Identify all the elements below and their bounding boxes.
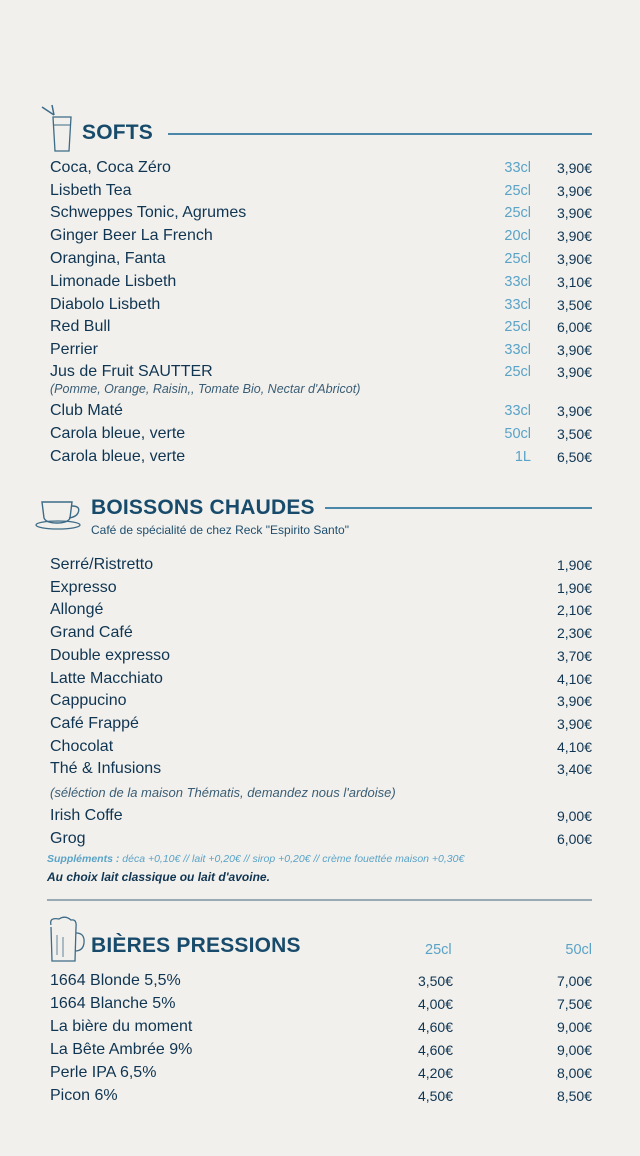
item-price: 1,90€ [556,579,592,596]
price-50cl: 9,00€ [556,1042,592,1058]
item-price: 4,10€ [556,670,592,687]
price-25cl: 4,60€ [417,1019,453,1035]
item-name: Red Bull [50,318,111,335]
soft-item [50,423,592,445]
item-volume: 25cl [504,205,531,221]
price-25cl: 4,00€ [417,996,453,1012]
item-name: Serré/Ristretto [50,556,154,573]
item-price: 3,90€ [556,693,592,710]
item-name: Thé & Infusions [50,760,162,778]
hot-item [50,577,592,599]
price-25cl: 3,50€ [417,973,453,989]
item-volume: 33cl [504,342,531,358]
soft-item [50,446,592,468]
price-50cl: 8,00€ [556,1065,592,1081]
item-name: Grog [50,830,86,847]
item-name: La bière du moment [50,1018,193,1035]
beer-mug-icon [45,915,87,965]
price-25cl: 4,60€ [417,1042,453,1058]
item-name: Double expresso [50,646,171,664]
soft-item [50,361,592,383]
item-price: 3,90€ [556,228,592,244]
item-price: 2,30€ [556,625,592,642]
softs-divider [168,133,592,135]
soft-item [50,157,592,179]
item-name: Orangina, Fanta [50,250,166,267]
soft-item [50,180,592,202]
item-name: La Bête Ambrée 9% [50,1041,193,1058]
item-price: 2,10€ [556,602,592,619]
item-volume: 1L [514,449,531,465]
price-50cl: 9,00€ [556,1019,592,1035]
hot-item [50,805,592,827]
item-name: Perle IPA 6,5% [50,1064,157,1081]
soft-item [50,400,592,422]
soft-item [50,202,592,224]
item-name: Grand Café [50,624,133,642]
beer-item [50,970,592,992]
soft-item [50,294,592,316]
item-price: 1,90€ [556,557,592,573]
soft-item [50,339,592,361]
item-price: 3,70€ [556,647,592,664]
hot-item [50,690,592,712]
item-volume: 33cl [504,274,531,290]
item-price: 3,90€ [556,715,592,732]
soft-item [50,248,592,270]
soft-item [50,271,592,293]
soft-drink-glass-icon [40,103,74,153]
item-name: Perrier [50,341,99,358]
item-price: 4,10€ [556,738,592,755]
item-volume: 25cl [504,319,531,335]
item-name: Café Frappé [50,714,139,732]
item-volume: 20cl [504,228,531,244]
item-name: Picon 6% [50,1087,118,1104]
price-50cl: 7,50€ [556,996,592,1012]
item-name: Carola bleue, verte [50,448,186,465]
item-name: Limonade Lisbeth [50,273,177,290]
hot-subtitle: Café de spécialité de chez Reck "Espirito Santo" [91,523,349,537]
item-name: Lisbeth Tea [50,182,132,199]
item-name: Schweppes Tonic, Agrumes [50,204,247,221]
item-name: Irish Coffe [50,807,123,824]
beer-item [50,1085,592,1107]
item-price: 6,00€ [556,319,592,335]
item-price: 3,90€ [556,183,592,199]
item-volume: 25cl [504,364,531,380]
item-name: Carola bleue, verte [50,425,186,442]
hot-item [50,599,592,621]
item-price: 3,90€ [556,403,592,419]
softs-title: SOFTS [82,121,154,144]
item-name: Cappucino [50,692,127,710]
item-name: Club Maté [50,402,123,419]
soft-item [50,316,592,338]
item-name: Diabolo Lisbeth [50,296,161,313]
item-name: Allongé [50,601,104,619]
hot-item [50,736,592,758]
hot-item [50,758,592,780]
item-price: 3,40€ [556,761,592,778]
item-price: 3,90€ [556,205,592,221]
section-divider [47,899,592,901]
item-volume: 33cl [504,297,531,313]
hot-item [50,645,592,667]
price-25cl: 4,50€ [417,1088,453,1104]
item-name: 1664 Blonde 5,5% [50,972,181,989]
item-price: 3,90€ [556,160,592,176]
hot-item [50,713,592,735]
item-volume: 33cl [504,403,531,419]
item-name: Coca, Coca Zéro [50,159,171,176]
beer-item [50,1016,592,1038]
hot-drinks-title: BOISSONS CHAUDES [91,496,315,519]
coffee-cup-icon [34,498,84,530]
item-name: Jus de Fruit SAUTTER [50,363,213,380]
item-price: 6,00€ [556,831,592,847]
milk-note: Au choix lait classique ou lait d'avoine. [47,870,270,884]
beer-item [50,993,592,1015]
item-volume: 50cl [504,426,531,442]
hot-item [50,668,592,690]
price-50cl: 7,00€ [556,973,592,989]
hot-item [50,554,592,576]
item-price: 6,50€ [556,449,592,465]
item-price: 3,90€ [556,251,592,267]
beer-item [50,1062,592,1084]
soft-item [50,225,592,247]
price-25cl: 4,20€ [417,1065,453,1081]
item-name: 1664 Blanche 5% [50,995,176,1012]
item-price: 3,50€ [556,297,592,313]
item-name: Ginger Beer La French [50,227,213,244]
supplements-label: Suppléments : [47,853,120,865]
beer-col-50cl: 50cl [565,942,592,958]
item-name: Expresso [50,578,117,596]
item-volume: 33cl [504,160,531,176]
supplements-text: déca +0,10€ // lait +0,20€ // sirop +0,20€ // crème fouettée maison +0,30€ [119,853,465,865]
tea-note: (séléction de la maison Thématis, demandez nous l'ardoise) [50,785,396,800]
item-volume: 25cl [504,183,531,199]
item-price: 3,90€ [556,364,592,380]
beer-item [50,1039,592,1061]
price-50cl: 8,50€ [556,1088,592,1104]
item-price: 9,00€ [556,808,592,824]
hot-divider [325,507,592,509]
beer-col-25cl: 25cl [425,942,452,958]
item-price: 3,90€ [556,342,592,358]
supplements-note [47,853,464,865]
item-price: 3,50€ [556,426,592,442]
item-name: Chocolat [50,737,114,755]
item-name: Latte Macchiato [50,669,163,687]
juice-note: (Pomme, Orange, Raisin,, Tomate Bio, Nectar d'Abricot) [50,382,361,396]
item-volume: 25cl [504,251,531,267]
hot-item [50,622,592,644]
hot-item [50,828,592,850]
beer-title: BIÈRES PRESSIONS [91,934,301,957]
item-price: 3,10€ [556,274,592,290]
